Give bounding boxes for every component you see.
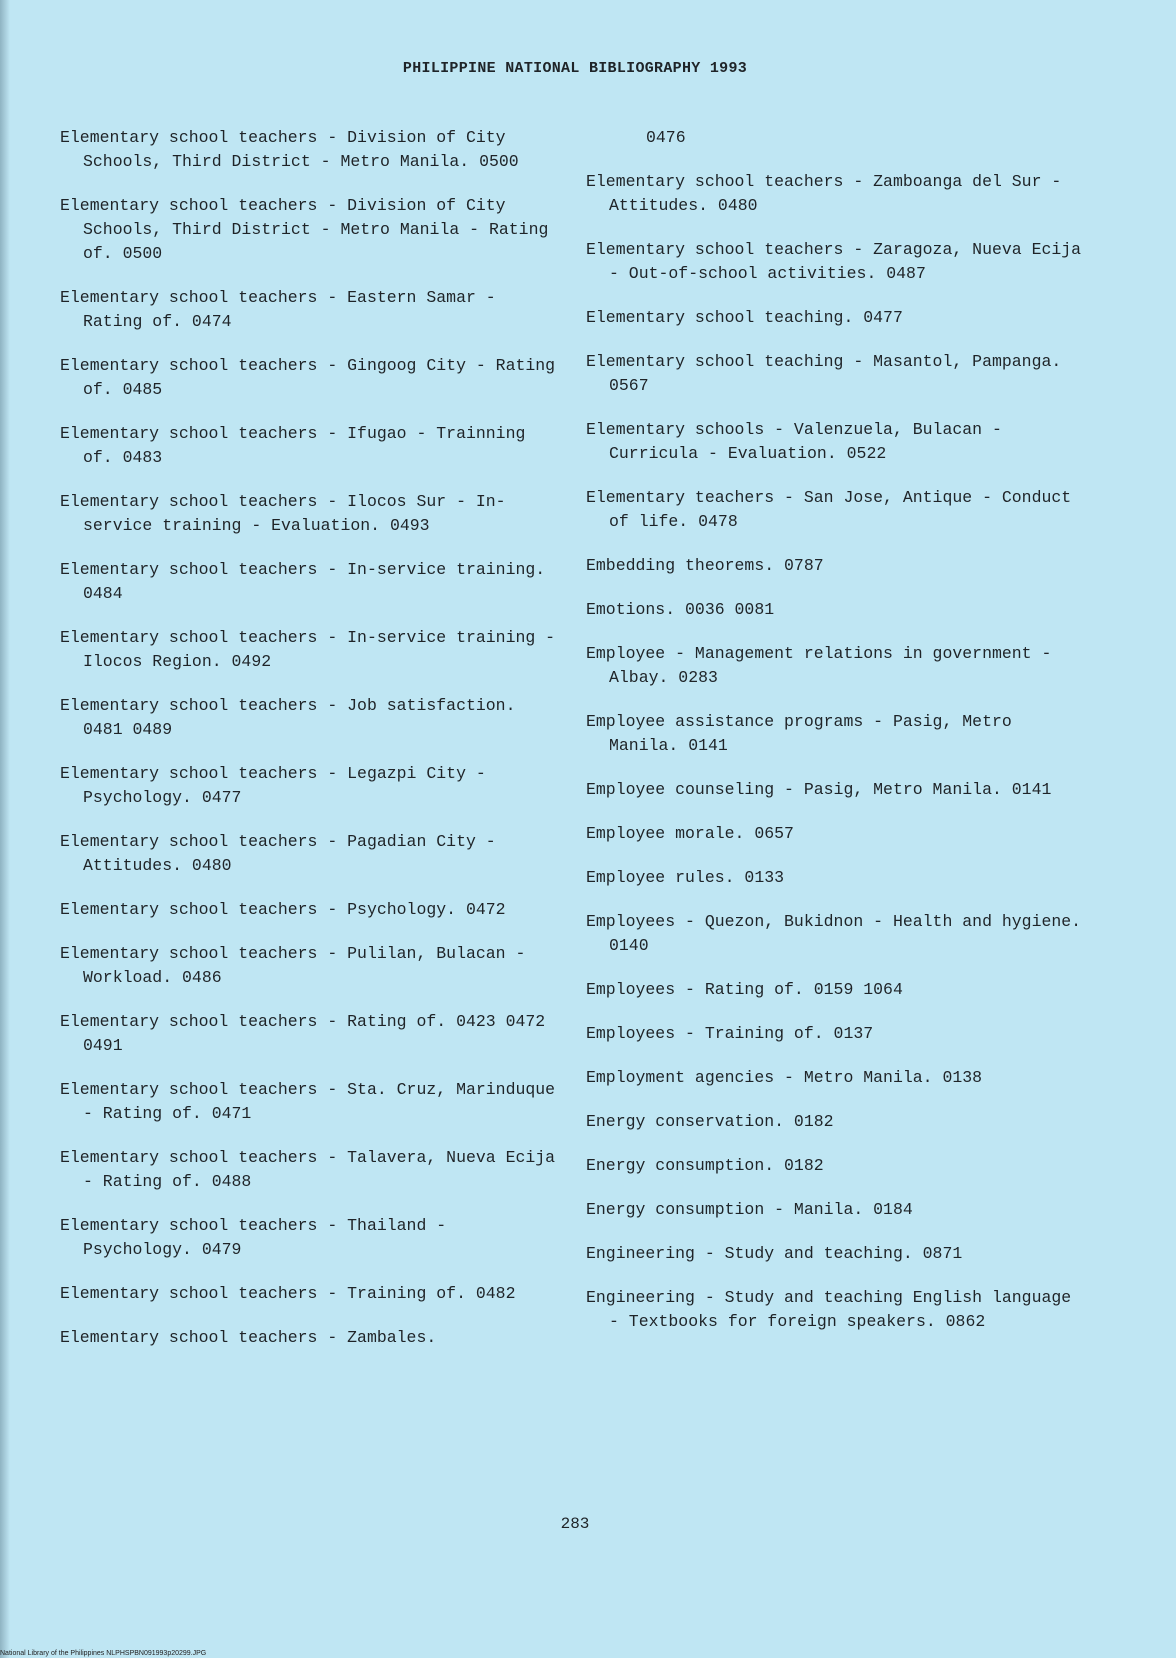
index-entry: Elementary school teachers - Division of City Schools, Third District - Metro Manila. 0500 [60,128,519,171]
index-entry: Elementary school teachers - Pagadian City - Attitudes. 0480 [60,832,496,875]
page-edge-shadow [0,0,10,1658]
page-number: 283 [560,1515,590,1533]
right-column [586,126,1086,1354]
index-entry: Embedding theorems. 0787 [586,556,824,575]
index-entry: Elementary school teachers - Sta. Cruz, Marinduque - Rating of. 0471 [60,1080,556,1123]
index-entry: Elementary school teachers - In-service training. 0484 [60,560,546,603]
index-entry: Energy conservation. 0182 [586,1112,834,1131]
index-entry: Employee assistance programs - Pasig, Metro Manila. 0141 [586,712,1012,755]
index-entry: Elementary school teachers - Zamboanga del Sur - Attitudes. 0480 [586,172,1062,215]
index-entry: Elementary school teachers - Legazpi City - Psychology. 0477 [60,764,486,807]
index-entry: Elementary school teachers - In-service training - Ilocos Region. 0492 [60,628,556,671]
index-entry: Elementary schools - Valenzuela, Bulacan - Curricula - Evaluation. 0522 [586,420,1002,463]
continued-entry: 0476 [646,128,686,147]
index-entry: Elementary school teachers - Rating of. 0423 0472 0491 [60,1012,546,1055]
index-entry: Employee - Management relations in government - Albay. 0283 [586,644,1052,687]
index-entry: Elementary school teachers - Training of. 0482 [60,1284,516,1303]
left-column [60,126,560,1370]
page-header: PHILIPPINE NATIONAL BIBLIOGRAPHY 1993 [402,60,748,77]
index-entry: Energy consumption - Manila. 0184 [586,1200,913,1219]
index-entry: Elementary school teachers - Ifugao - Trainning of. 0483 [60,424,526,467]
index-entry: Elementary teachers - San Jose, Antique - Conduct of life. 0478 [586,488,1072,531]
index-entry: Engineering - Study and teaching English language - Textbooks for foreign speakers. 0862 [586,1288,1072,1331]
index-entry: Elementary school teaching - Masantol, Pampanga. 0567 [586,352,1062,395]
index-entry: Engineering - Study and teaching. 0871 [586,1244,963,1263]
index-entry: Employee morale. 0657 [586,824,794,843]
index-entry: Elementary school teachers - Talavera, Nueva Ecija - Rating of. 0488 [60,1148,556,1191]
index-entry: Elementary school teachers - Ilocos Sur - In-service training - Evaluation. 0493 [60,492,506,535]
index-entry: Employee rules. 0133 [586,868,785,887]
index-entry: Elementary school teachers - Division of City Schools, Third District - Metro Manila - Rating of. 0500 [60,196,549,263]
index-entry: Emotions. 0036 0081 [586,600,775,619]
scan-footer: National Library of the Philippines NLPHSPBN091993p20299.JPG [0,1650,207,1657]
index-entry: Elementary school teachers - Thailand - Psychology. 0479 [60,1216,447,1259]
index-entry: Elementary school teachers - Zambales. [60,1328,437,1347]
index-entry: Employees - Quezon, Bukidnon - Health and hygiene. 0140 [586,912,1082,955]
index-entry: Elementary school teachers - Pulilan, Bulacan - Workload. 0486 [60,944,526,987]
index-entry: Energy consumption. 0182 [586,1156,824,1175]
index-entry: Employees - Training of. 0137 [586,1024,874,1043]
index-entry: Elementary school teachers - Zaragoza, Nueva Ecija - Out-of-school activities. 0487 [586,240,1082,283]
index-entry: Employees - Rating of. 0159 1064 [586,980,903,999]
index-entry: Elementary school teaching. 0477 [586,308,903,327]
index-entry: Elementary school teachers - Job satisfaction. 0481 0489 [60,696,516,739]
index-entry: Employee counseling - Pasig, Metro Manila. 0141 [586,780,1052,799]
index-entry: Elementary school teachers - Psychology. 0472 [60,900,506,919]
index-entry: Employment agencies - Metro Manila. 0138 [586,1068,983,1087]
index-entry: Elementary school teachers - Eastern Samar - Rating of. 0474 [60,288,496,331]
index-entry: Elementary school teachers - Gingoog City - Rating of. 0485 [60,356,556,399]
